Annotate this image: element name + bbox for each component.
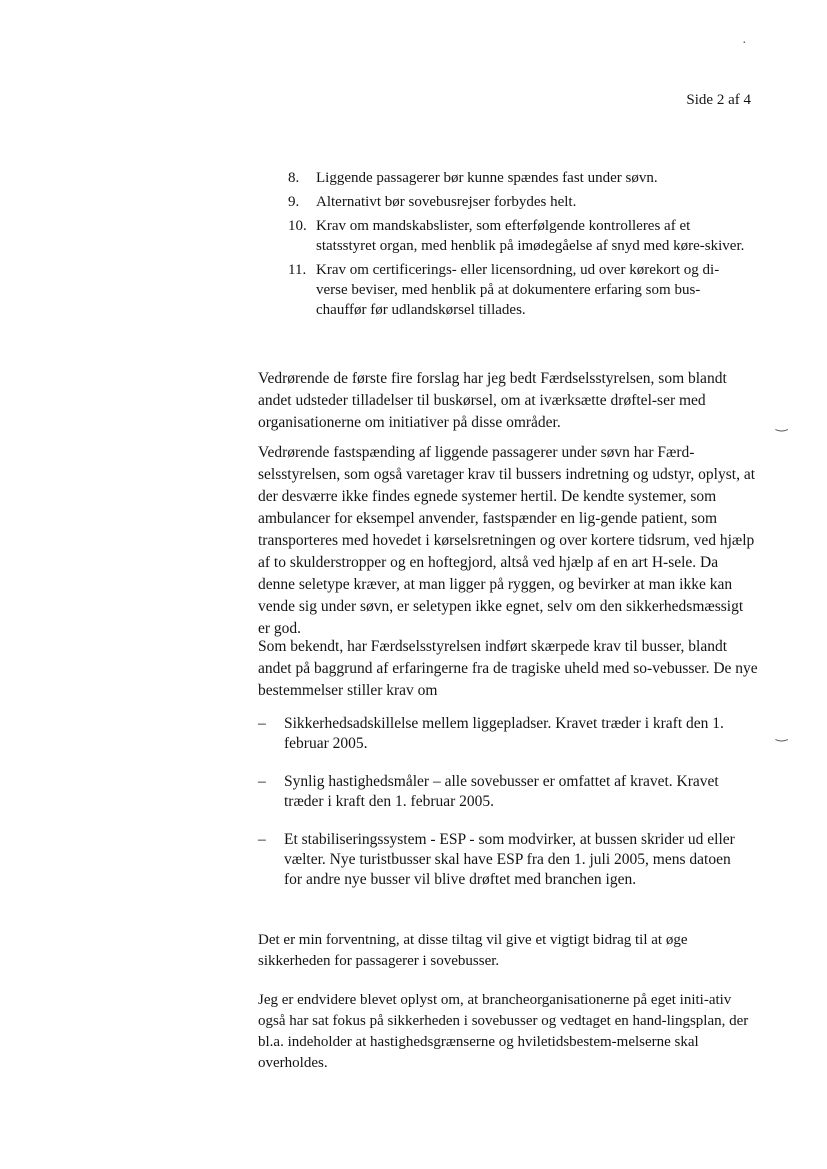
scan-speck: ·: [742, 36, 747, 51]
list-item: [288, 216, 748, 256]
bullet-item: [258, 830, 738, 890]
numbered-list: [288, 168, 748, 324]
paragraph-forslag: Vedrørende de første fire forslag har jeg bedt Færdselsstyrelsen, som blandt andet udsteder tilladelser til buskørsel, om at iværksætte drøftel-ser med organisationerne om initiativer på disse områder.: [258, 370, 727, 431]
bullet-dash: –: [258, 715, 266, 732]
bullet-dash: –: [258, 831, 266, 848]
scan-mark: ‿: [776, 727, 788, 742]
bullet-text: Sikkerhedsadskillelse mellem liggepladser. Kravet træder i kraft den 1. februar 2005.: [284, 715, 724, 752]
list-item: [288, 192, 748, 212]
list-item-number: 10.: [288, 218, 307, 234]
bullet-text: Synlig hastighedsmåler – alle sovebusser er omfattet af kravet. Kravet træder i kraft den 1. februar 2005.: [284, 773, 719, 810]
list-item-text: Krav om mandskabslister, som efterfølgende kontrolleres af et statsstyret organ, med henblik på imødegåelse af snyd med køre-skiver.: [316, 218, 745, 254]
paragraph-krav: Som bekendt, har Færdselsstyrelsen indført skærpede krav til busser, blandt andet på baggrund af erfaringerne fra de tragiske uheld med so-vebusser. De nye bestemmelser stiller krav om: [258, 638, 758, 699]
list-item-text: Alternativt bør sovebusrejser forbydes helt.: [316, 194, 577, 210]
list-item-number: 9.: [288, 194, 300, 210]
page-number: Side 2 af 4: [686, 92, 751, 108]
list-item-text: Liggende passagerer bør kunne spændes fast under søvn.: [316, 170, 658, 186]
list-item: [288, 260, 748, 320]
list-item: [288, 168, 748, 188]
paragraph-branche: Jeg er endvidere blevet oplyst om, at brancheorganisationerne på eget initi-ativ også har sat fokus på sikkerheden i sovebusser og vedtaget en hand-lingsplan, der bl.a. indeholder at hastighedsgrænserne og hviletidsbestem-melserne skal overholdes.: [258, 992, 749, 1071]
bullet-item: [258, 714, 738, 754]
bullet-item: [258, 772, 738, 812]
paragraph-forventning: Det er min forventning, at disse tiltag vil give et vigtigt bidrag til at øge sikkerheden for passagerer i sovebusser.: [258, 932, 688, 969]
requirements-list: [258, 714, 738, 908]
bullet-text: Et stabiliseringssystem - ESP - som modvirker, at bussen skrider ud eller vælter. Nye turistbusser skal have ESP fra den 1. juli 2005, mens datoen for andre nye busser vil blive drøftet med branchen igen.: [284, 831, 735, 888]
list-item-text: Krav om certificerings- eller licensordning, ud over kørekort og di-verse beviser, med henblik på at dokumentere erfaring som bus-chauffør før udlandskørsel tillades.: [316, 262, 720, 318]
paragraph-fastspaending: Vedrørende fastspænding af liggende passagerer under søvn har Færd-selsstyrelsen, som også varetager krav til bussers indretning og udstyr, oplyst, at der desværre ikke findes egnede systemer hertil. De kendte systemer, som ambulancer for eksempel anvender, fastspænder en lig-gende patient, som transporteres med hovedet i kørselsretningen og over kortere tidsrum, ved hjælp af to skulderstropper og en hoftegjord, altså ved hjælp af en art H-sele. Da denne seletype kræver, at man ligger på ryggen, og bevirker at man ikke kan vende sig under søvn, er seletypen ikke egnet, selv om den sikkerhedsmæssigt er god.: [258, 444, 756, 637]
scan-mark: ‿: [776, 417, 788, 432]
list-item-number: 8.: [288, 170, 300, 186]
list-item-number: 11.: [288, 262, 307, 278]
bullet-dash: –: [258, 773, 266, 790]
